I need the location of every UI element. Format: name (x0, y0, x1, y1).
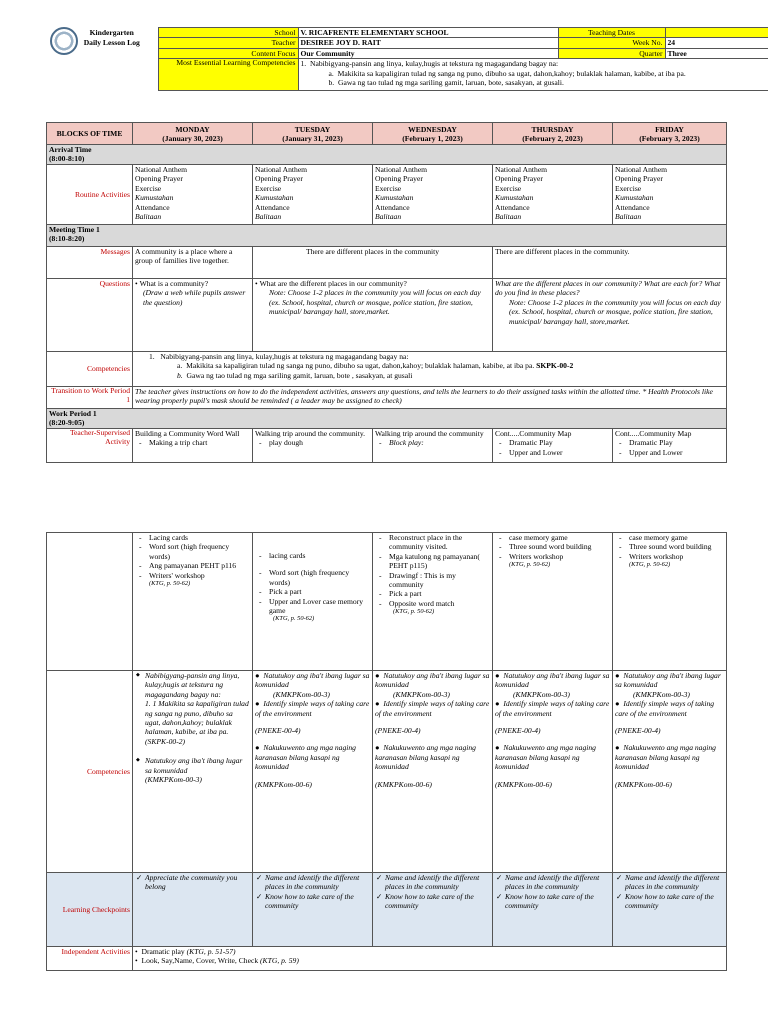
competencies-monday: ◆ Nabibigyang-pansin ang linya, kulay,hugis at tekstura ng magagandang bagay na: 1. 1 Makikita sa kapaligiran tulad ng sanga ng puno, dibuho sa ugat, dahon,kahoy; bulaklak halaman, kabibe, at iba pa. (SKPK-00-2) ◆ Natutukoy ang iba't ibang lugar sa komunidad (KMKPKom-00-3) (133, 671, 253, 873)
mec-label: Most Essential Learning Competencies (158, 59, 298, 91)
message-thu-fri: There are different places in the community. (493, 247, 727, 279)
competency-item: ● Identify simple ways of taking care of the environment (255, 699, 370, 718)
routine-item: Balitaan (135, 212, 162, 222)
messages-label: Messages (47, 247, 133, 279)
checkpoint-item: ✓ Know how to take care of the community (625, 892, 724, 911)
header-table (48, 27, 768, 91)
routine-list-monday (133, 165, 253, 225)
activities-friday: - case memory game - Three sound word building - Writers workshop (KTG, p. 50-62) (613, 533, 727, 671)
routine-item: Opening Prayer (135, 174, 183, 184)
activities-wednesday: - Reconstruct place in the community visited. - Mga katulong ng pamayanan( PEHT p115) - Drawingf : This is my community - Pick a part - Opposite word match (KTG, p. 50-62) (373, 533, 493, 671)
day-header-thursday: THURSDAY (February 2, 2023) (493, 123, 613, 145)
checkpoint-friday (613, 873, 727, 947)
doc-heading (48, 28, 158, 59)
routine-item: Balitaan (615, 212, 642, 222)
routine-list-thursday (493, 165, 613, 225)
message-monday: A community is a place where a group of families live together. (133, 247, 253, 279)
checkpoint-thursday (493, 873, 613, 947)
teaching-dates-value (665, 28, 768, 38)
tsa-monday: Building a Community Word Wall - Making a trip chart (133, 429, 253, 463)
arrival-time-row: Arrival Time (8:00-8:10) (47, 145, 727, 165)
routine-item: Exercise (255, 183, 282, 193)
routine-item: National Anthem (615, 165, 668, 174)
question-monday: • What is a community? (Draw a web while pupils answer the question) (133, 279, 253, 352)
routine-item: Attendance (615, 202, 650, 212)
teacher-value: DESIREE JOY D. RAIT (298, 38, 558, 48)
competency-item: ● Nakukuwento ang mga naging karanasan bilang kasapi ng komunidad (375, 743, 476, 772)
mec-item-1: 1. Nabibigyang-pansin ang linya, kulay,hugis at tekstura ng magagandang bagay na: (300, 59, 559, 69)
activities-monday: - Lacing cards - Word sort (high frequency words) - Ang pamayanan PEHT p116 - Writers' workshop (KTG, p. 50-62) (133, 533, 253, 671)
tsa-friday: Cont.....Community Map - Dramatic Play - Upper and Lower (613, 429, 727, 463)
blocks-of-time-header: BLOCKS OF TIME (47, 123, 133, 145)
routine-item: Attendance (255, 202, 290, 212)
learning-checkpoints-label: Learning Checkpoints (47, 873, 133, 947)
routine-item: Kumustahan (135, 193, 174, 203)
doc-type-text: Daily Lesson Log (83, 37, 140, 47)
competency-item: ● Natutukoy ang iba't ibang lugar sa komunidad (615, 671, 721, 690)
routine-item: Opening Prayer (615, 174, 663, 184)
week-label: Week No. (558, 38, 665, 48)
routine-item: Exercise (375, 183, 402, 193)
tsa-thursday: Cont.....Community Map - Dramatic Play - Upper and Lower (493, 429, 613, 463)
routine-item: Kumustahan (375, 193, 414, 203)
competency-item: ● Natutukoy ang iba't ibang lugar sa komunidad (495, 671, 610, 690)
checkpoint-item: ✓ Name and identify the different places in the community (265, 873, 370, 892)
transition-label: Transition to Work Period 1 (47, 387, 133, 409)
routine-item: National Anthem (375, 165, 428, 174)
independent-activities-list: • Dramatic play (KTG, p. 51-57) • Look, Say,Name, Cover, Write, Check (KTG, p. 59) (133, 947, 727, 971)
teaching-dates-label: Teaching Dates (558, 28, 665, 38)
focus-label: Content Focus (158, 48, 298, 58)
checkpoint-item: ✓ Know how to take care of the community (265, 892, 370, 911)
routine-label: Routine Activities (47, 165, 133, 225)
checkpoint-wednesday (373, 873, 493, 947)
checkpoint-item: ✓ Know how to take care of the community (385, 892, 490, 911)
school-value: V. RICAFRENTE ELEMENTARY SCHOOL (298, 28, 558, 38)
focus-value: Our Community (298, 48, 558, 58)
competencies-text: 1. Nabibigyang-pansin ang linya, kulay,hugis at tekstura ng magagandang bagay na: a. Makikita sa kapaligiran tulad ng sanga ng puno, dibuho sa ugat, dahon,kahoy; bulaklak halaman, kabibe, at iba pa. SKPK-00-2 b. Gawa ng tao tulad ng mga sariling gamit, laruan, bote , sasakyan, at gusali (133, 352, 727, 387)
teacher-label: Teacher (158, 38, 298, 48)
mec-item-a: a. Makikita sa kapaligiran tulad ng sanga ng puno, dibuho sa ugat, dahon,kahoy; bulaklak halaman, kabibe, at iba pa. (328, 68, 686, 78)
routine-list-wednesday (373, 165, 493, 225)
routine-item: Kumustahan (495, 193, 534, 203)
tsa-tuesday: Walking trip around the community. - play dough (253, 429, 373, 463)
competency-item: ● Nakukuwento ang mga naging karanasan bilang kasapi ng komunidad (615, 743, 716, 772)
competencies-label: Competencies (47, 352, 133, 387)
routine-item: Opening Prayer (495, 174, 543, 184)
checkpoint-tuesday (253, 873, 373, 947)
routine-item: Attendance (375, 202, 410, 212)
day-header-friday: FRIDAY (February 3, 2023) (613, 123, 727, 145)
routine-list-friday (613, 165, 727, 225)
routine-item: Balitaan (255, 212, 282, 222)
activities-tuesday: - lacing cards - Word sort (high frequency words) - Pick a part - Upper and Lover case memory game (KTG, p. 50-62) (253, 533, 373, 671)
routine-item: National Anthem (495, 165, 548, 174)
quarter-value: Three (665, 48, 768, 58)
competency-item: ● Identify simple ways of taking care of the environment (375, 699, 490, 718)
competency-item: ● Natutukoy ang iba't ibang lugar sa komunidad (375, 671, 490, 690)
routine-item: Exercise (135, 183, 162, 193)
tsa-label: Teacher-Supervised Activity (47, 429, 133, 463)
school-label: School (158, 28, 298, 38)
checkpoint-item: ✓ Name and identify the different places in the community (625, 873, 724, 892)
routine-item: Balitaan (495, 212, 522, 222)
routine-item: Exercise (495, 183, 522, 193)
competency-item: ● Nakukuwento ang mga naging karanasan bilang kasapi ng komunidad (255, 743, 356, 772)
routine-item: National Anthem (255, 165, 308, 174)
checkpoint-item: ✓ Know how to take care of the community (505, 892, 610, 911)
schedule-table (46, 122, 727, 463)
meeting-time-row: Meeting Time 1 (8:10-8:20) (47, 225, 727, 247)
day-header-tuesday: TUESDAY (January 31, 2023) (253, 123, 373, 145)
competency-item: ● Identify simple ways of taking care of the environment (495, 699, 610, 718)
independent-activities-label: Independent Activities (47, 947, 133, 971)
checkpoint-item: ✓ Name and identify the different places in the community (385, 873, 490, 892)
checkpoint-item: ✓ Name and identify the different places in the community (505, 873, 610, 892)
routine-item: Attendance (135, 202, 170, 212)
routine-item: Kumustahan (615, 193, 654, 203)
competencies-label-2: Competencies (47, 671, 133, 873)
quarter-label: Quarter (558, 48, 665, 58)
mec-text (298, 59, 768, 91)
competencies-thursday: ● Natutukoy ang iba't ibang lugar sa komunidad (KMKPKom-00-3) ● Identify simple ways of taking care of the environment (PNEKE-00-4) ● Nakukuwento ang mga naging karanasan bilang kasapi ng komunidad (KMKPKom-00-6) (493, 671, 613, 873)
competency-item: ● Natutukoy ang iba't ibang lugar sa komunidad (255, 671, 370, 690)
question-tue-wed: • What are the different places in our community? Note: Choose 1-2 places in the community you will focus on each day (ex. School, hospital, church or mosque, police station, fire station, municipal/ barangay hall, store,market. (253, 279, 493, 352)
continuation-table (46, 532, 727, 971)
competencies-friday: ● Natutukoy ang iba't ibang lugar sa komunidad (KMKPKom-00-3) ● Identify simple ways of taking care of the environment (PNEKE-00-4) ● Nakukuwento ang mga naging karanasan bilang kasapi ng komunidad (KMKPKom-00-6) (613, 671, 727, 873)
work-period-row: Work Period 1 (8:20-9:05) (47, 409, 727, 429)
competencies-wednesday: ● Natutukoy ang iba't ibang lugar sa komunidad (KMKPKom-00-3) ● Identify simple ways of taking care of the environment (PNEKE-00-4) ● Nakukuwento ang mga naging karanasan bilang kasapi ng komunidad (KMKPKom-00-6) (373, 671, 493, 873)
routine-item: Balitaan (375, 212, 402, 222)
routine-item: Attendance (495, 202, 530, 212)
routine-item: Opening Prayer (375, 174, 423, 184)
routine-item: National Anthem (135, 165, 188, 174)
questions-label: Questions (47, 279, 133, 352)
day-header-monday: MONDAY (January 30, 2023) (133, 123, 253, 145)
question-thu-fri: What are the different places in our community? What are each for? What do you find in these places? Note: Choose 1-2 places in the community you will focus on each day (ex. School, hospital, church or mosque, police station, fire station, municipal/ barangay hall, store,market. (493, 279, 727, 352)
activities-thursday: - case memory game - Three sound word building - Writers workshop (KTG, p. 50-62) (493, 533, 613, 671)
day-header-wednesday: WEDNESDAY (February 1, 2023) (373, 123, 493, 145)
mec-item-b: b. Gawa ng tao tulad ng mga sariling gamit, laruan, bote, sasakyan, at gusali. (328, 78, 564, 88)
level-text: Kindergarten (89, 27, 134, 37)
week-value: 24 (665, 38, 768, 48)
checkpoint-monday: ✓ Appreciate the community you belong (133, 873, 253, 947)
competency-item: ● Identify simple ways of taking care of the environment (615, 699, 715, 718)
tsa-wednesday: Walking trip around the community - Block play: (373, 429, 493, 463)
routine-item: Opening Prayer (255, 174, 303, 184)
routine-item: Kumustahan (255, 193, 294, 203)
message-tue-wed: There are different places in the community (253, 247, 493, 279)
competencies-tuesday: ● Natutukoy ang iba't ibang lugar sa komunidad (KMKPKom-00-3) ● Identify simple ways of taking care of the environment (PNEKE-00-4) ● Nakukuwento ang mga naging karanasan bilang kasapi ng komunidad (KMKPKom-00-6) (253, 671, 373, 873)
competency-item: ● Nakukuwento ang mga naging karanasan bilang kasapi ng komunidad (495, 743, 596, 772)
routine-item: Exercise (615, 183, 642, 193)
routine-list-tuesday (253, 165, 373, 225)
transition-text: The teacher gives instructions on how to do the independent activities, answers any questions, and tells the learners to do their assigned tasks within the allotted time. * Health Protocols like wearing properly pupil's mask should be reminded ( a leader may be assigned to check) (133, 387, 727, 409)
